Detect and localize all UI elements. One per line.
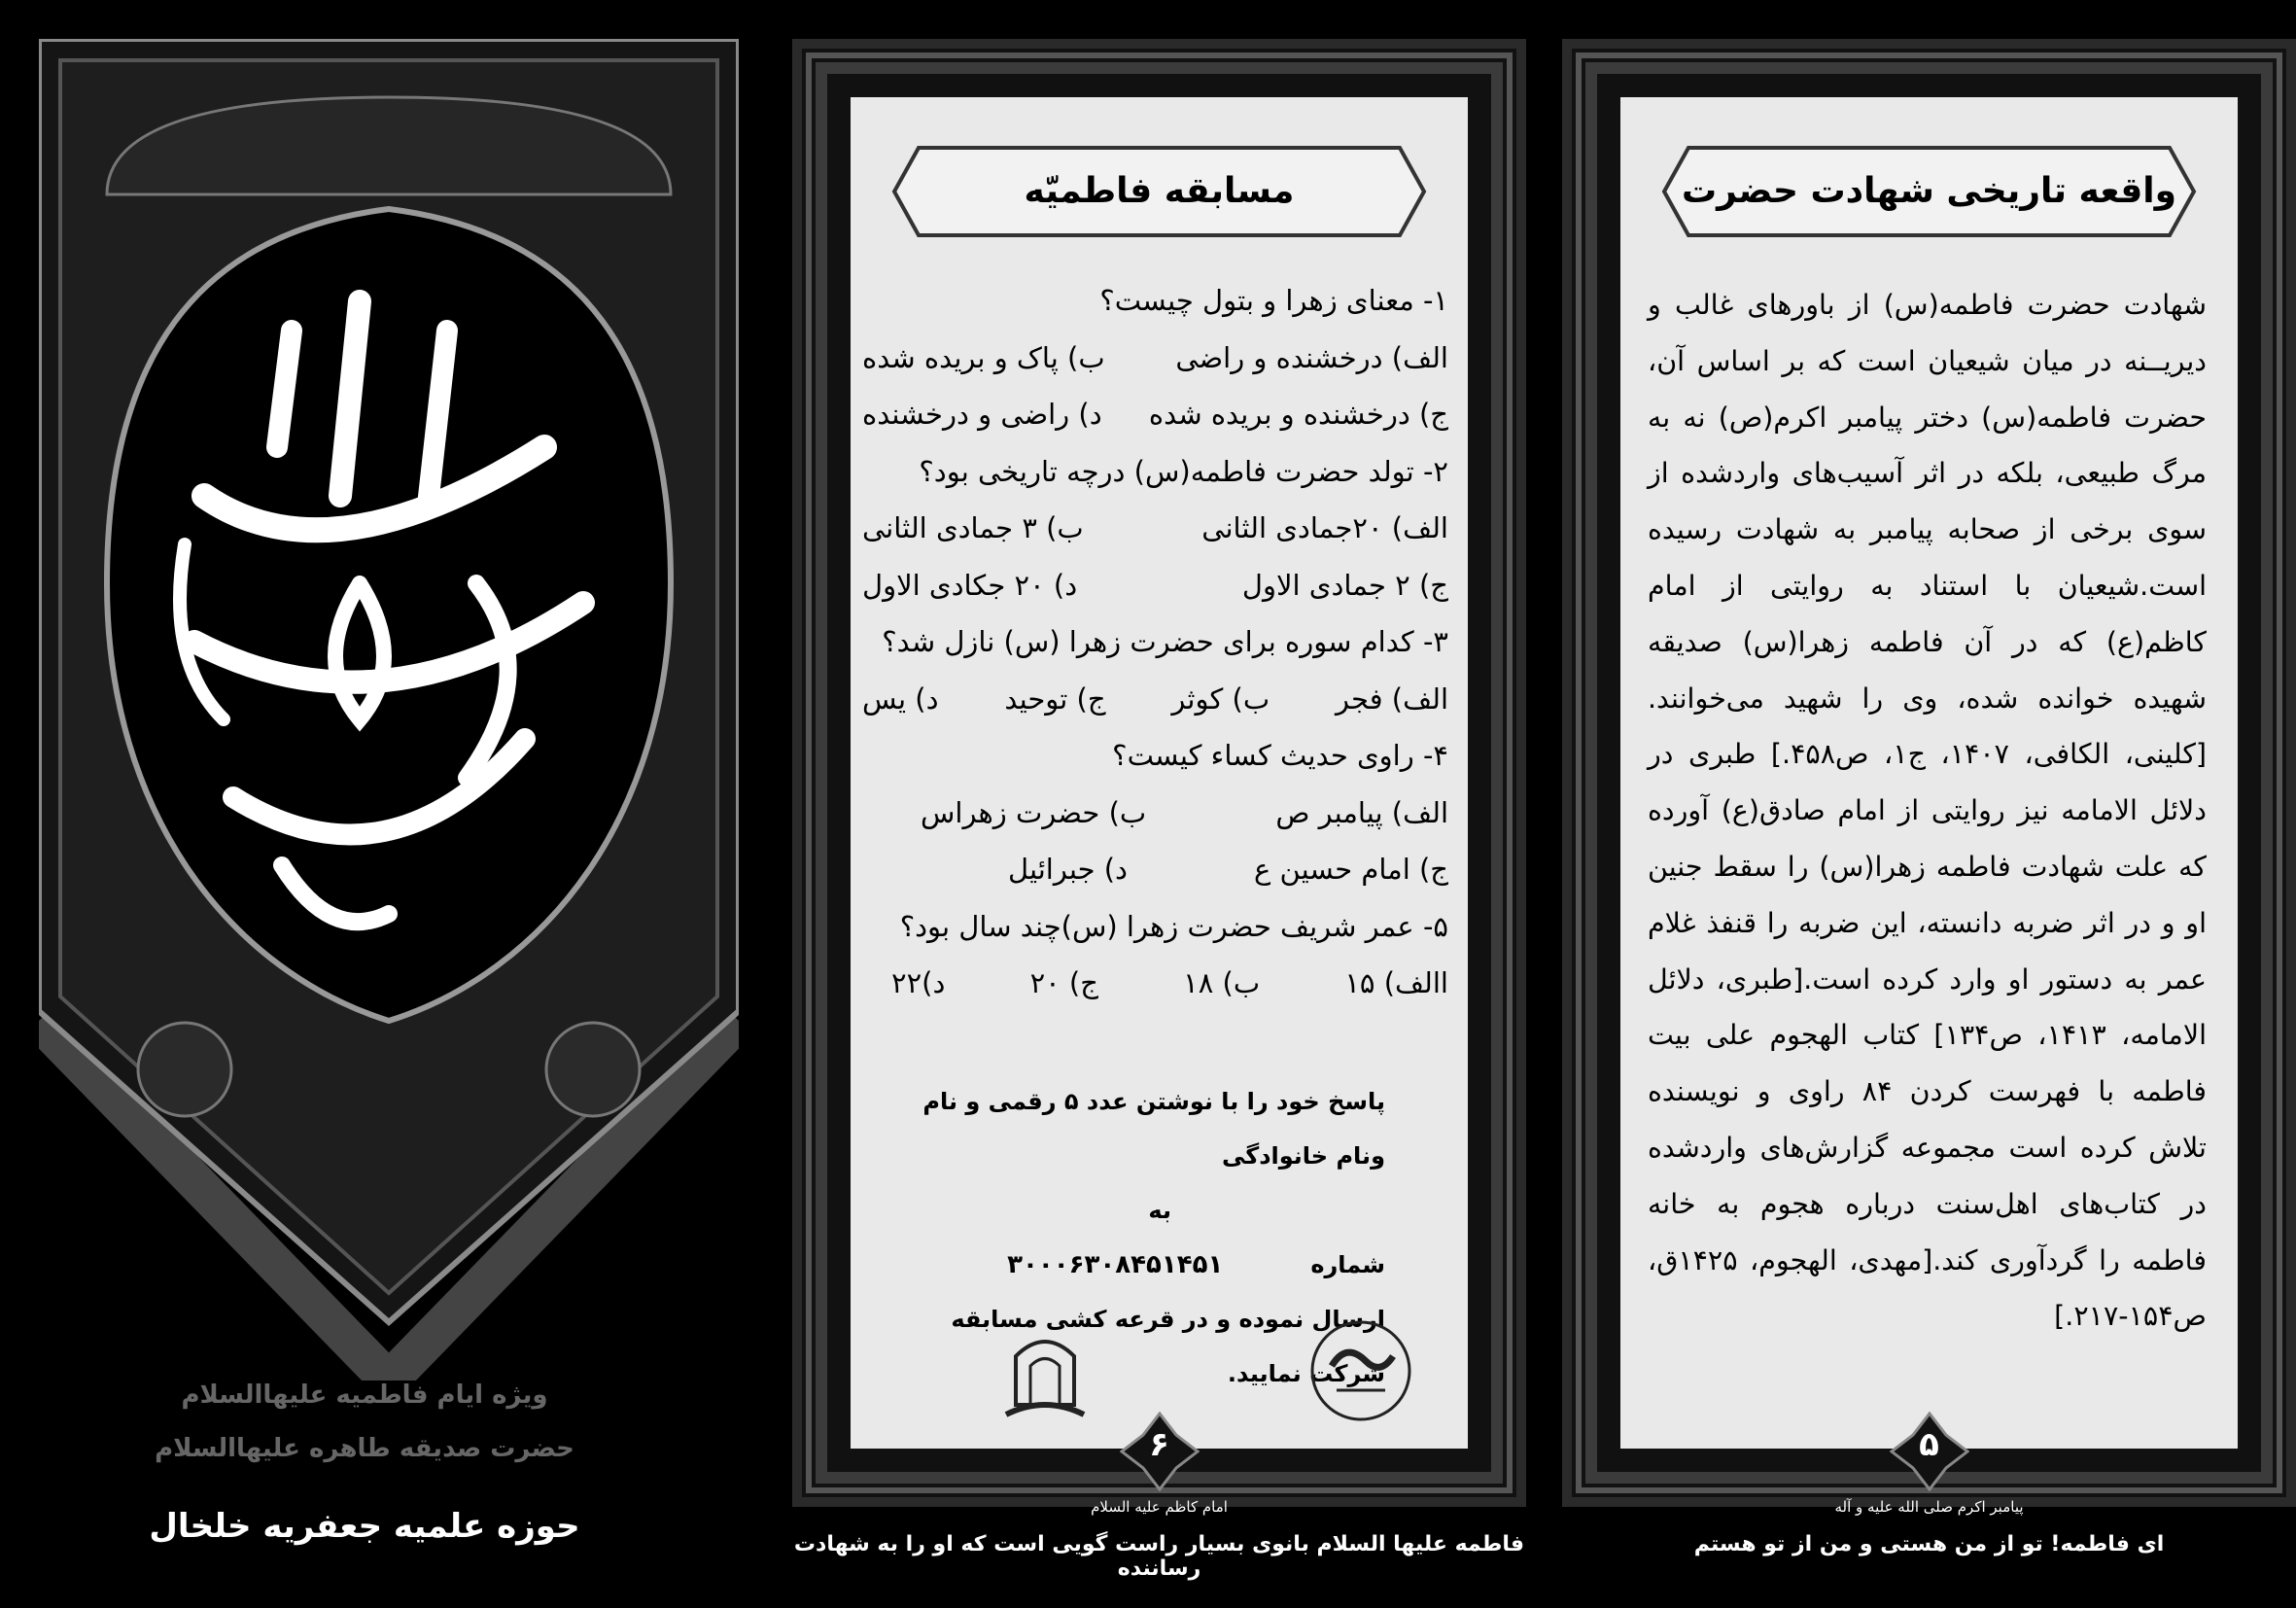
quiz-questions [862, 272, 1448, 1012]
quiz-page [851, 97, 1468, 1464]
right-footer-quote: ای فاطمه! تو از من هستی و من از تو هستم [1693, 1532, 2165, 1556]
question-2-options-row2 [862, 557, 1448, 614]
volunteer-group-logo [1307, 1317, 1414, 1424]
quiz-title-banner [889, 138, 1429, 245]
option: الف) فجر [1335, 682, 1448, 716]
seminary-logo [987, 1322, 1103, 1429]
option: د)۲۲ [891, 966, 946, 999]
question-2-options-row1 [862, 500, 1448, 557]
question-4-options-row1 [862, 785, 1448, 842]
option: ج) امام حسین ع [1254, 853, 1448, 886]
option: ج) درخشنده و بریده شده [1148, 398, 1448, 431]
page-number: ۶ [1149, 1425, 1169, 1464]
option: د) جبرائیل [1008, 853, 1128, 886]
question-1: ۱- معنای زهرا و بتول چیست؟ [1099, 284, 1448, 317]
option: د) راضی و درخشنده [862, 398, 1102, 431]
option: د) یس [862, 682, 939, 716]
subtitle-line2: حضرت صدیقه طاهره علیهاالسلام [155, 1434, 574, 1463]
question-1-options-row2 [862, 386, 1448, 443]
history-title: واقعه تاریخی شهادت حضرت [1681, 171, 2176, 211]
question-3: ۳- کدام سوره برای حضرت زهرا (س) نازل شد؟ [882, 625, 1448, 658]
left-panel [0, 0, 768, 1608]
question-2: ۲- تولد حضرت فاطمه(س) درچه تاریخی بود؟ [919, 454, 1448, 488]
history-title-banner [1659, 138, 2199, 245]
page-number: ۵ [1919, 1425, 1939, 1464]
instructions-line3: ارسال نموده و در قرعه کشی مسابقه شرکت نمایید. [951, 1306, 1385, 1387]
question-4: ۴- راوی حدیث کساء کیست؟ [1112, 739, 1448, 772]
question-5-options-row1 [862, 955, 1448, 1012]
option: ب) کوثر [1171, 682, 1270, 716]
instructions-number-row [880, 1183, 1385, 1292]
question-3-options-row1 [862, 671, 1448, 728]
banner-illustration [39, 39, 739, 1381]
option: االف) ۱۵ [1344, 966, 1448, 999]
middle-footer-small: امام کاظم علیه السلام [1091, 1498, 1228, 1516]
institution-name: حوزه علمیه جعفریه خلخال [149, 1507, 580, 1546]
history-page [1620, 97, 2238, 1464]
right-footer-small: پیامبر اکرم صلی الله علیه و آله [1834, 1498, 2024, 1516]
option: ج) ۲۰ [1029, 966, 1098, 999]
phone-number: ۳۰۰۰۶۳۰۸۴۵۱۴۵۱ [1007, 1250, 1224, 1279]
option: الف) درخشنده و راضی [1175, 340, 1448, 374]
page-number-badge [1890, 1412, 1969, 1491]
option: ج) توحید [1004, 682, 1106, 716]
option: ب) ۳ جمادی الثانی [862, 511, 1084, 544]
option: ب) حضرت زهراس [921, 795, 1147, 829]
history-panel-frame [1562, 39, 2296, 1507]
question-4-options-row2 [862, 841, 1448, 898]
question-1-options-row1 [862, 330, 1448, 387]
quiz-panel-frame [792, 39, 1526, 1507]
subtitle-line1: ویژه ایام فاطمیه علیهاالسلام [181, 1381, 548, 1410]
instructions-label: به شماره [1148, 1197, 1385, 1278]
option: الف) پیامبر ص [1275, 795, 1448, 829]
option: ب) پاک و بریده شده [862, 340, 1105, 374]
option: ج) ۲ جمادی الاول [1241, 568, 1448, 602]
option: الف) ۲۰جمادی الثانی [1201, 511, 1448, 544]
option: ب) ۱۸ [1183, 966, 1261, 999]
instructions-line1: پاسخ خود را با نوشتن عدد ۵ رقمی و نام ونام خانوادگی [922, 1088, 1385, 1170]
quiz-title: مسابقه فاطمیّه [1024, 171, 1295, 211]
question-5: ۵- عمر شریف حضرت زهرا (س)چند سال بود؟ [899, 909, 1448, 943]
page-number-badge [1120, 1412, 1200, 1491]
option: د) ۲۰ جکادی الاول [862, 568, 1078, 602]
middle-footer-quote: فاطمه علیها السلام بانوی بسیار راست گویی است که او را به شهادت رساننده [793, 1532, 1525, 1581]
history-paragraph: شهادت حضرت فاطمه(س) از باورهای غالب و دیریــنه در میان شیعیان است که بر اساس آن، حضرت فاطمه(س) دختر پیامبر اکرم(ص) نه به مرگ طبیعی، بلکه در اثر آسیب‌های واردشده از سوی برخی از صحابه پیامبر به شهادت رسیده است.شیعیان با استناد به روایتی از امام کاظم(ع) که در آن فاطمه زهرا(س) صدیقه شهیده خوانده شده، وی را شهید می‌خوانند.[کلینی، الکافی، ۱۴۰۷، ج۱، ص۴۵۸.] طبری در دلائل الامامه نیز روایتی از امام صادق(ع) آورده که علت شهادت فاطمه زهرا(س) را سقط جنین او و در اثر ضربه دانسته، این ضربه را قنفذ غلام عمر به دستور او وارد کرده است.[طبری، دلائل الامامه، ۱۴۱۳، ص۱۳۴] کتاب الهجوم علی بیت فاطمه با فهرست کردن ۸۴ راوی و نویسنده تلاش کرده است مجموعه گزارش‌های واردشده در کتاب‌های اهل‌سنت درباره هجوم به خانه فاطمه را گردآوری کند.[مهدی، الهجوم، ۱۴۲۵ق، ص۱۵۴-۲۱۷.] [1648, 289, 2208, 1333]
